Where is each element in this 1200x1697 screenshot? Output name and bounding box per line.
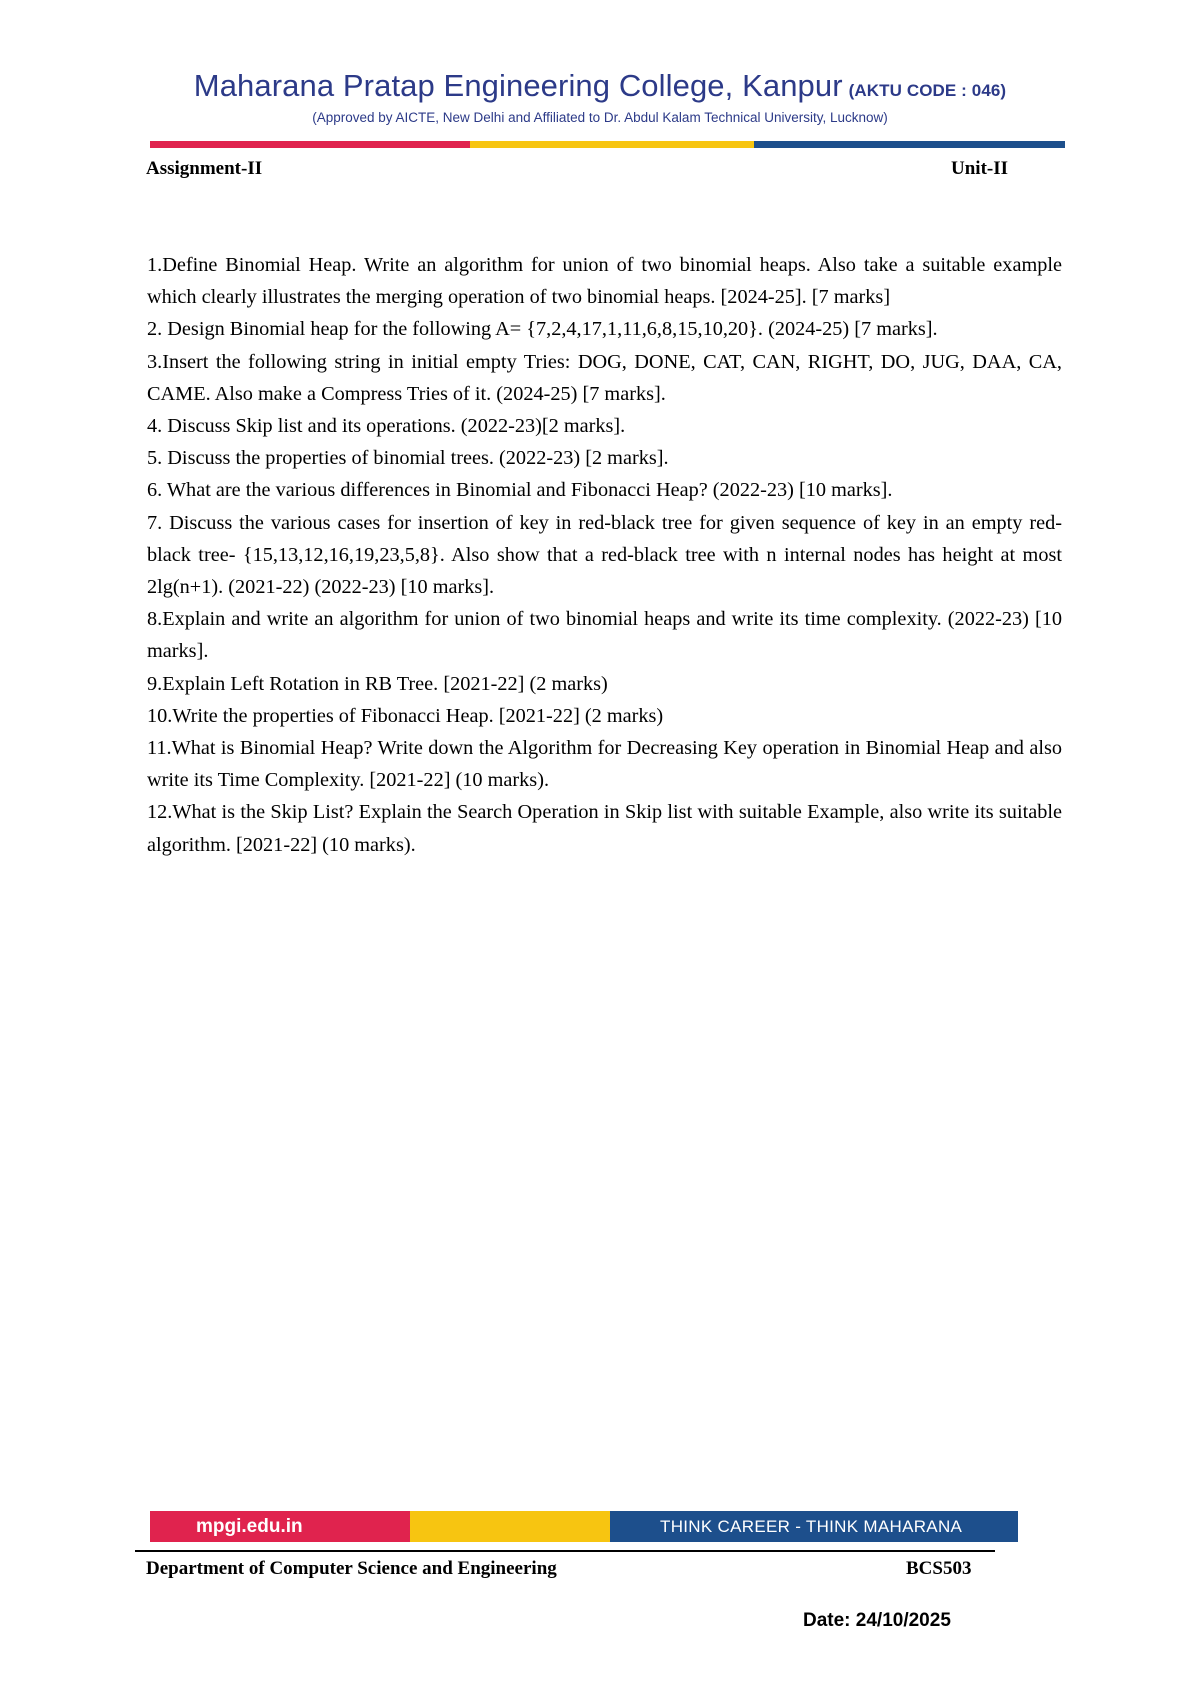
header-bar-red — [150, 141, 470, 148]
header-bar-blue — [754, 141, 1065, 148]
question-item: 5. Discuss the properties of binomial trees. (2022-23) [2 marks]. — [147, 447, 669, 470]
question-item: 6. What are the various differences in Binomial and Fibonacci Heap? (2022-23) [10 marks]. — [147, 479, 893, 502]
question-item: 7. Discuss the various cases for insertion of key in red-black tree for given sequence of key in an empty red-black tree- {15,13,12,16,19,23,5,8}. Also show that a red-black tree with n internal nodes has height at most 2lg(n+1). (2021-22) (2022-23) [10 marks]. — [147, 511, 1062, 599]
date-label: Date: 24/10/2025 — [803, 1610, 951, 1631]
footer-bar-red — [150, 1511, 410, 1542]
question-item: 8.Explain and write an algorithm for union of two binomial heaps and write its time complexity. (2022-23) [10 marks]. — [147, 608, 1062, 663]
college-name-heading — [0, 68, 1200, 104]
question-item: 1.Define Binomial Heap. Write an algorithm for union of two binomial heaps. Also take a suitable example which clearly illustrates the merging operation of two binomial heaps. [2024-25]. [7 marks] — [147, 254, 1062, 309]
unit-title: Unit-II — [951, 158, 1009, 179]
website-link: mpgi.edu.in — [196, 1515, 303, 1537]
question-item: 9.Explain Left Rotation in RB Tree. [2021-22] (2 marks) — [147, 672, 608, 695]
question-item: 3.Insert the following string in initial empty Tries: DOG, DONE, CAT, CAN, RIGHT, DO, JUG, DAA, CA, CAME. Also make a Compress Tries of it. (2024-25) [7 marks]. — [147, 350, 1062, 405]
footer-bar-blue — [610, 1511, 1018, 1542]
question-item: 10.Write the properties of Fibonacci Heap. [2021-22] (2 marks) — [147, 704, 664, 727]
question-item: 11.What is Binomial Heap? Write down the Algorithm for Decreasing Key operation in Binomial Heap and also write its Time Complexity. [2021-22] (10 marks). — [147, 737, 1062, 792]
footer-bar-yellow — [410, 1511, 610, 1542]
aktu-code: (AKTU CODE : 046) — [848, 81, 1007, 100]
department-name: Department of Computer Science and Engineering — [146, 1558, 557, 1579]
question-list — [147, 249, 1062, 861]
college-name: Maharana Pratap Engineering College, Kanpur — [193, 68, 843, 103]
footer-divider — [135, 1550, 995, 1552]
header-bar-yellow — [470, 141, 754, 148]
header-color-bar — [150, 141, 1065, 148]
question-item: 12.What is the Skip List? Explain the Search Operation in Skip list with suitable Example, also write its suitable algorithm. [2021-22] (10 marks). — [147, 801, 1062, 856]
assignment-title: Assignment-II — [146, 158, 263, 179]
course-code: BCS503 — [906, 1558, 972, 1579]
question-item: 2. Design Binomial heap for the following A= {7,2,4,17,1,11,6,8,15,10,20}. (2024-25) [7 marks]. — [147, 318, 938, 341]
college-affiliation: (Approved by AICTE, New Delhi and Affiliated to Dr. Abdul Kalam Technical University, Lucknow) — [312, 110, 888, 125]
question-item: 4. Discuss Skip list and its operations. (2022-23)[2 marks]. — [147, 415, 626, 438]
footer-color-bar — [150, 1511, 1018, 1542]
slogan: THINK CAREER - THINK MAHARANA — [660, 1516, 963, 1536]
